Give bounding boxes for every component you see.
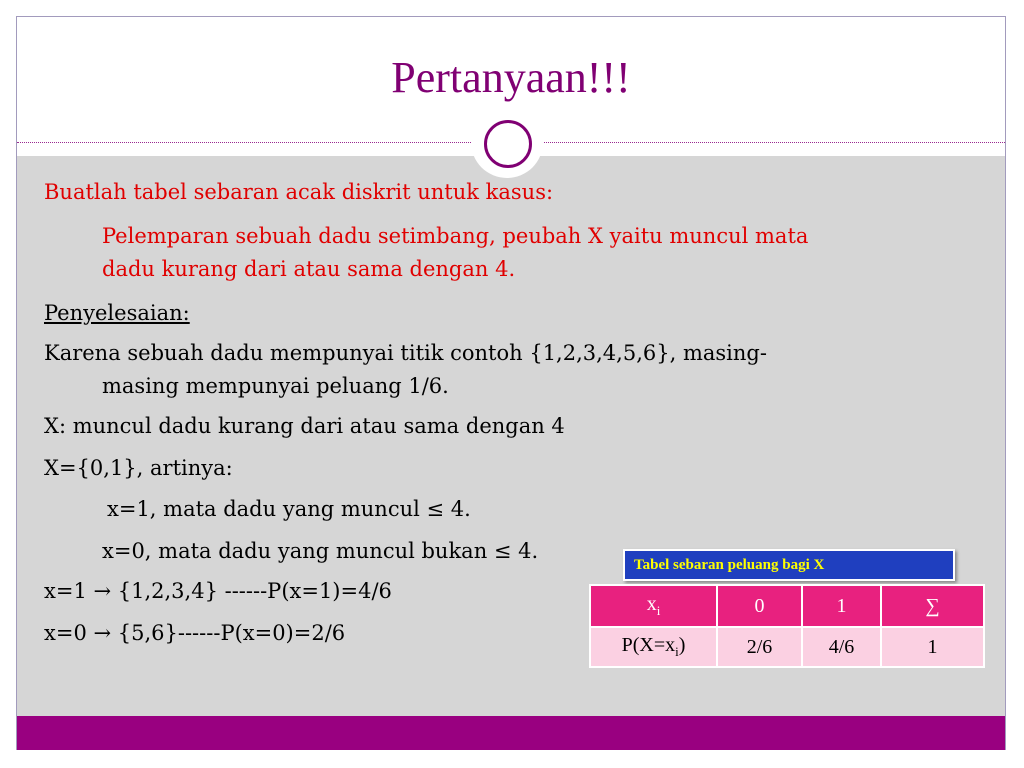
case-line-1: Pelemparan sebuah dadu setimbang, peubah X yaitu muncul mata — [102, 224, 809, 248]
definition-line: X: muncul dadu kurang dari atau sama dengan 4 — [44, 414, 565, 438]
x1-meaning-line: x=1, mata dadu yang muncul ≤ 4. — [107, 497, 471, 521]
solution-heading: Penyelesaian: — [44, 301, 190, 325]
explanation-line-2: masing mempunyai peluang 1/6. — [102, 374, 449, 398]
row-label-text: P(X=x — [621, 634, 676, 656]
prob-cell-0: 2/6 — [717, 627, 802, 667]
prob-cell-1: 4/6 — [802, 627, 881, 667]
row-label-close: ) — [678, 634, 686, 656]
row-label-subscript: i — [675, 644, 679, 659]
table-caption: Tabel sebaran peluang bagi X — [623, 549, 955, 581]
header-cell-0: 0 — [717, 585, 802, 627]
footer-bar — [17, 716, 1005, 750]
header-cell-1: 1 — [802, 585, 881, 627]
header-var-text: x — [646, 593, 657, 615]
prob-cell-sum: 1 — [881, 627, 984, 667]
header-cell-sum: ∑ — [881, 585, 984, 627]
distribution-table — [589, 584, 985, 668]
table-header-row — [590, 585, 984, 627]
explanation-line-1: Karena sebuah dadu mempunyai titik contoh {1,2,3,4,5,6}, masing- — [44, 341, 767, 365]
table-prob-row — [590, 627, 984, 667]
row-label-cell — [590, 627, 717, 667]
prob-x1-line: x=1 → {1,2,3,4} ------P(x=1)=4/6 — [44, 579, 392, 603]
case-line-2: dadu kurang dari atau sama dengan 4. — [102, 257, 516, 281]
set-line: X={0,1}, artinya: — [44, 456, 233, 480]
question-line: Buatlah tabel sebaran acak diskrit untuk kasus: — [44, 180, 554, 204]
header-var-subscript: i — [656, 603, 661, 618]
header-cell-xi — [590, 585, 717, 627]
x0-meaning-line: x=0, mata dadu yang muncul bukan ≤ 4. — [102, 539, 539, 563]
slide-title: Pertanyaan!!! — [391, 53, 631, 102]
circle-ornament-icon — [484, 120, 532, 168]
prob-x0-line: x=0 → {5,6}------P(x=0)=2/6 — [44, 621, 346, 645]
